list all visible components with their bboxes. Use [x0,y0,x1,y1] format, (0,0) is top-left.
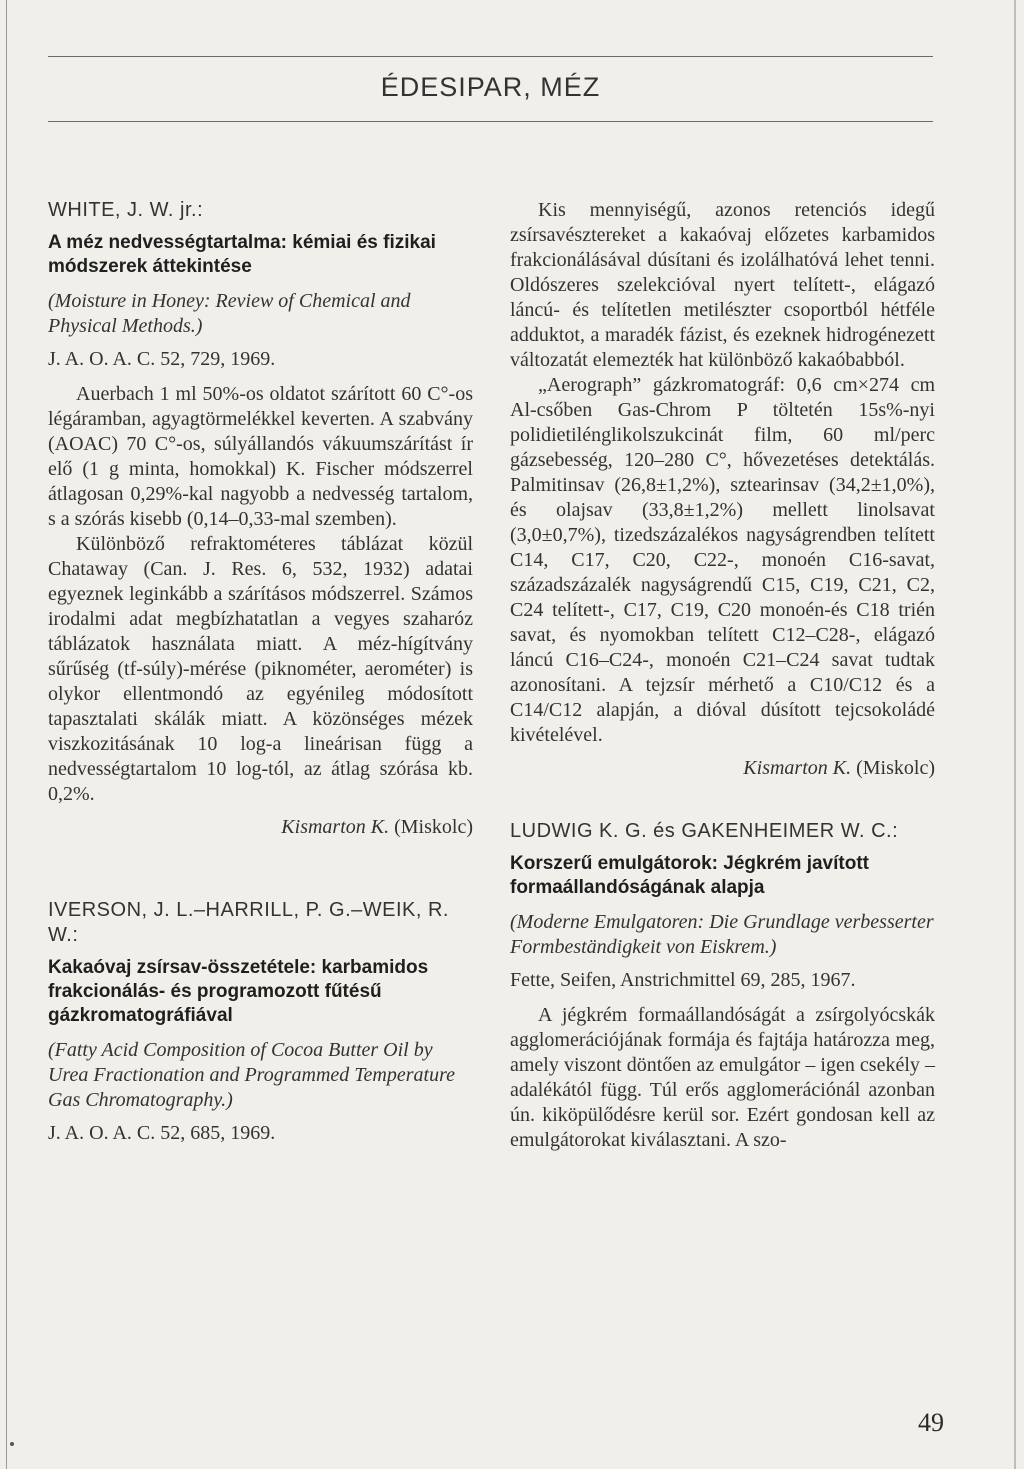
header-rule-top [48,56,933,57]
header-rule-bottom [48,121,933,122]
abstract-paragraph: Kis mennyiségű, azonos retenciós idegű zsírsavésztereket a kakaóvaj előzetes karbamidos frakcionálásával dúsítani és izolálhatóvá lehet tenni. Oldószeres szelekcióval nyert telített-, elágazó láncú- és telítetlen metilészter csoportból hétféle adduktot, a maradék fázist, és ezeknek hidrogénezett változatát elemezték hat különböző kakaóbabból. [510,199,935,371]
article-abstract [48,382,473,807]
article-title-hungarian: Korszerű emulgátorok: Jégkrém javított formaállandóságának alapja [510,853,869,898]
reviewer-signature [510,756,935,781]
article-white [48,198,473,840]
article-title-hungarian: A méz nedvességtartalma: kémiai és fizikai módszerek áttekintése [48,232,436,277]
article-ludwig [510,819,935,1153]
page-edge-right [1014,0,1016,1469]
article-iverson-continued [510,198,935,781]
article-source: Fette, Seifen, Anstrichmittel 69, 285, 1967. [510,969,856,991]
article-title-original: (Moisture in Honey: Review of Chemical and Physical Methods.) [48,290,411,337]
article-abstract [510,198,935,748]
abstract-paragraph: „Aerograph” gázkromatográf: 0,6 cm×274 cm Al-csőben Gas-Chrom P töltetén 15s%-nyi polidietilénglikolszukcinát film, 60 ml/perc gázsebesség, 120–280 C°, hővezetéses detektálás. Palmitinsav (26,8±1,2%), sztearinsav (34,2±1,0%), és olajsav (33,8±1,2%) mellett linolsavat (3,0±0,7%), tizedszázalékos nagyságrendben telített C14, C17, C20, C22-, monoén C16-savat, századszázalék nagyságrendű C15, C19, C21, C2, C24 telített-, C17, C19, C20 monoén-és C18 trién savat, és nyomokban telített C12–C28-, elágazó láncú C16–C24-, monoén C21–C24 savat tudtak azonosítani. A tejzsír mérhető a C10/C12 és a C14/C12 alapján, a dióval dúsított tejcsokoládé kivételével. [510,374,935,746]
reviewer-place: (Miskolc) [856,757,935,779]
article-authors: IVERSON, J. L.–HARRILL, P. G.–WEIK, R. W.: [48,899,449,946]
reviewer-place: (Miskolc) [394,816,473,838]
article-title-hungarian: Kakaóvaj zsírsav-összetétele: karbamidos frakcionálás- és programozott fűtésű gázkromatográfiával [48,957,429,1026]
abstract-paragraph: Auerbach 1 ml 50%-os oldatot szárított 60 C°-os légáramban, agyagtörmelékkel keverten. A szabvány (AOAC) 70 C°-os, súlyállandós vákuumszárítást ír elő (1 g minta, homokkal) K. Fischer módszerrel átlagosan 0,29%-kal nagyobb a nedvesség tartalom, s a szórás kisebb (0,14–0,33-mal szemben). [48,383,473,530]
article-authors: WHITE, J. W. jr.: [48,199,204,221]
page-edge-left [6,0,7,1469]
right-column [510,198,935,1153]
article-title-original: (Moderne Emulgatoren: Die Grundlage verbesserter Formbeständigkeit von Eiskrem.) [510,911,934,958]
reviewer-name: Kismarton K. [743,757,852,779]
margin-mark [10,1442,14,1446]
article-abstract [510,1003,935,1153]
abstract-paragraph: Különböző refraktométeres táblázat közül Chataway (Can. J. Res. 6, 532, 1932) adatai egyeznek leginkább a szárításos módszerrel. Számos irodalmi adat megbízhatatlan a vegyes szaharóz táblázatok használata miatt. A méz-hígítvány sűrűség (tf-súly)-mérése (piknométer, aerométer) is olykor ellentmondó az egyénileg módosított tapasztalati skálák miatt. A közönséges mézek viszkozitásának 10 log-a lineárisan függ a nedvességtartalom 10 log-tól, az átlag szórása kb. 0,2%. [48,533,473,805]
article-title-original: (Fatty Acid Composition of Cocoa Butter Oil by Urea Fractionation and Programmed Temperature Gas Chromatography.) [48,1039,456,1111]
left-column [48,198,473,1156]
running-head: ÉDESIPAR, MÉZ [380,72,601,102]
abstract-paragraph: A jégkrém formaállandóságát a zsírgolyócskák agglomerációjának formája és fajtája határozza meg, amely viszont döntően az emulgátor – igen csekély – adalékától függ. Túl erős agglomerációnál azonban ún. kiköpülődésre kerül sor. Ezért gondosan kell az emulgátorokat kiválasztani. A szo- [510,1004,935,1151]
reviewer-signature [48,815,473,840]
page-number: 49 [918,1408,944,1437]
article-authors: LUDWIG K. G. és GAKENHEIMER W. C.: [510,820,899,842]
article-iverson [48,898,473,1146]
article-source: J. A. O. A. C. 52, 729, 1969. [48,348,276,370]
article-source: J. A. O. A. C. 52, 685, 1969. [48,1122,276,1144]
reviewer-name: Kismarton K. [281,816,390,838]
